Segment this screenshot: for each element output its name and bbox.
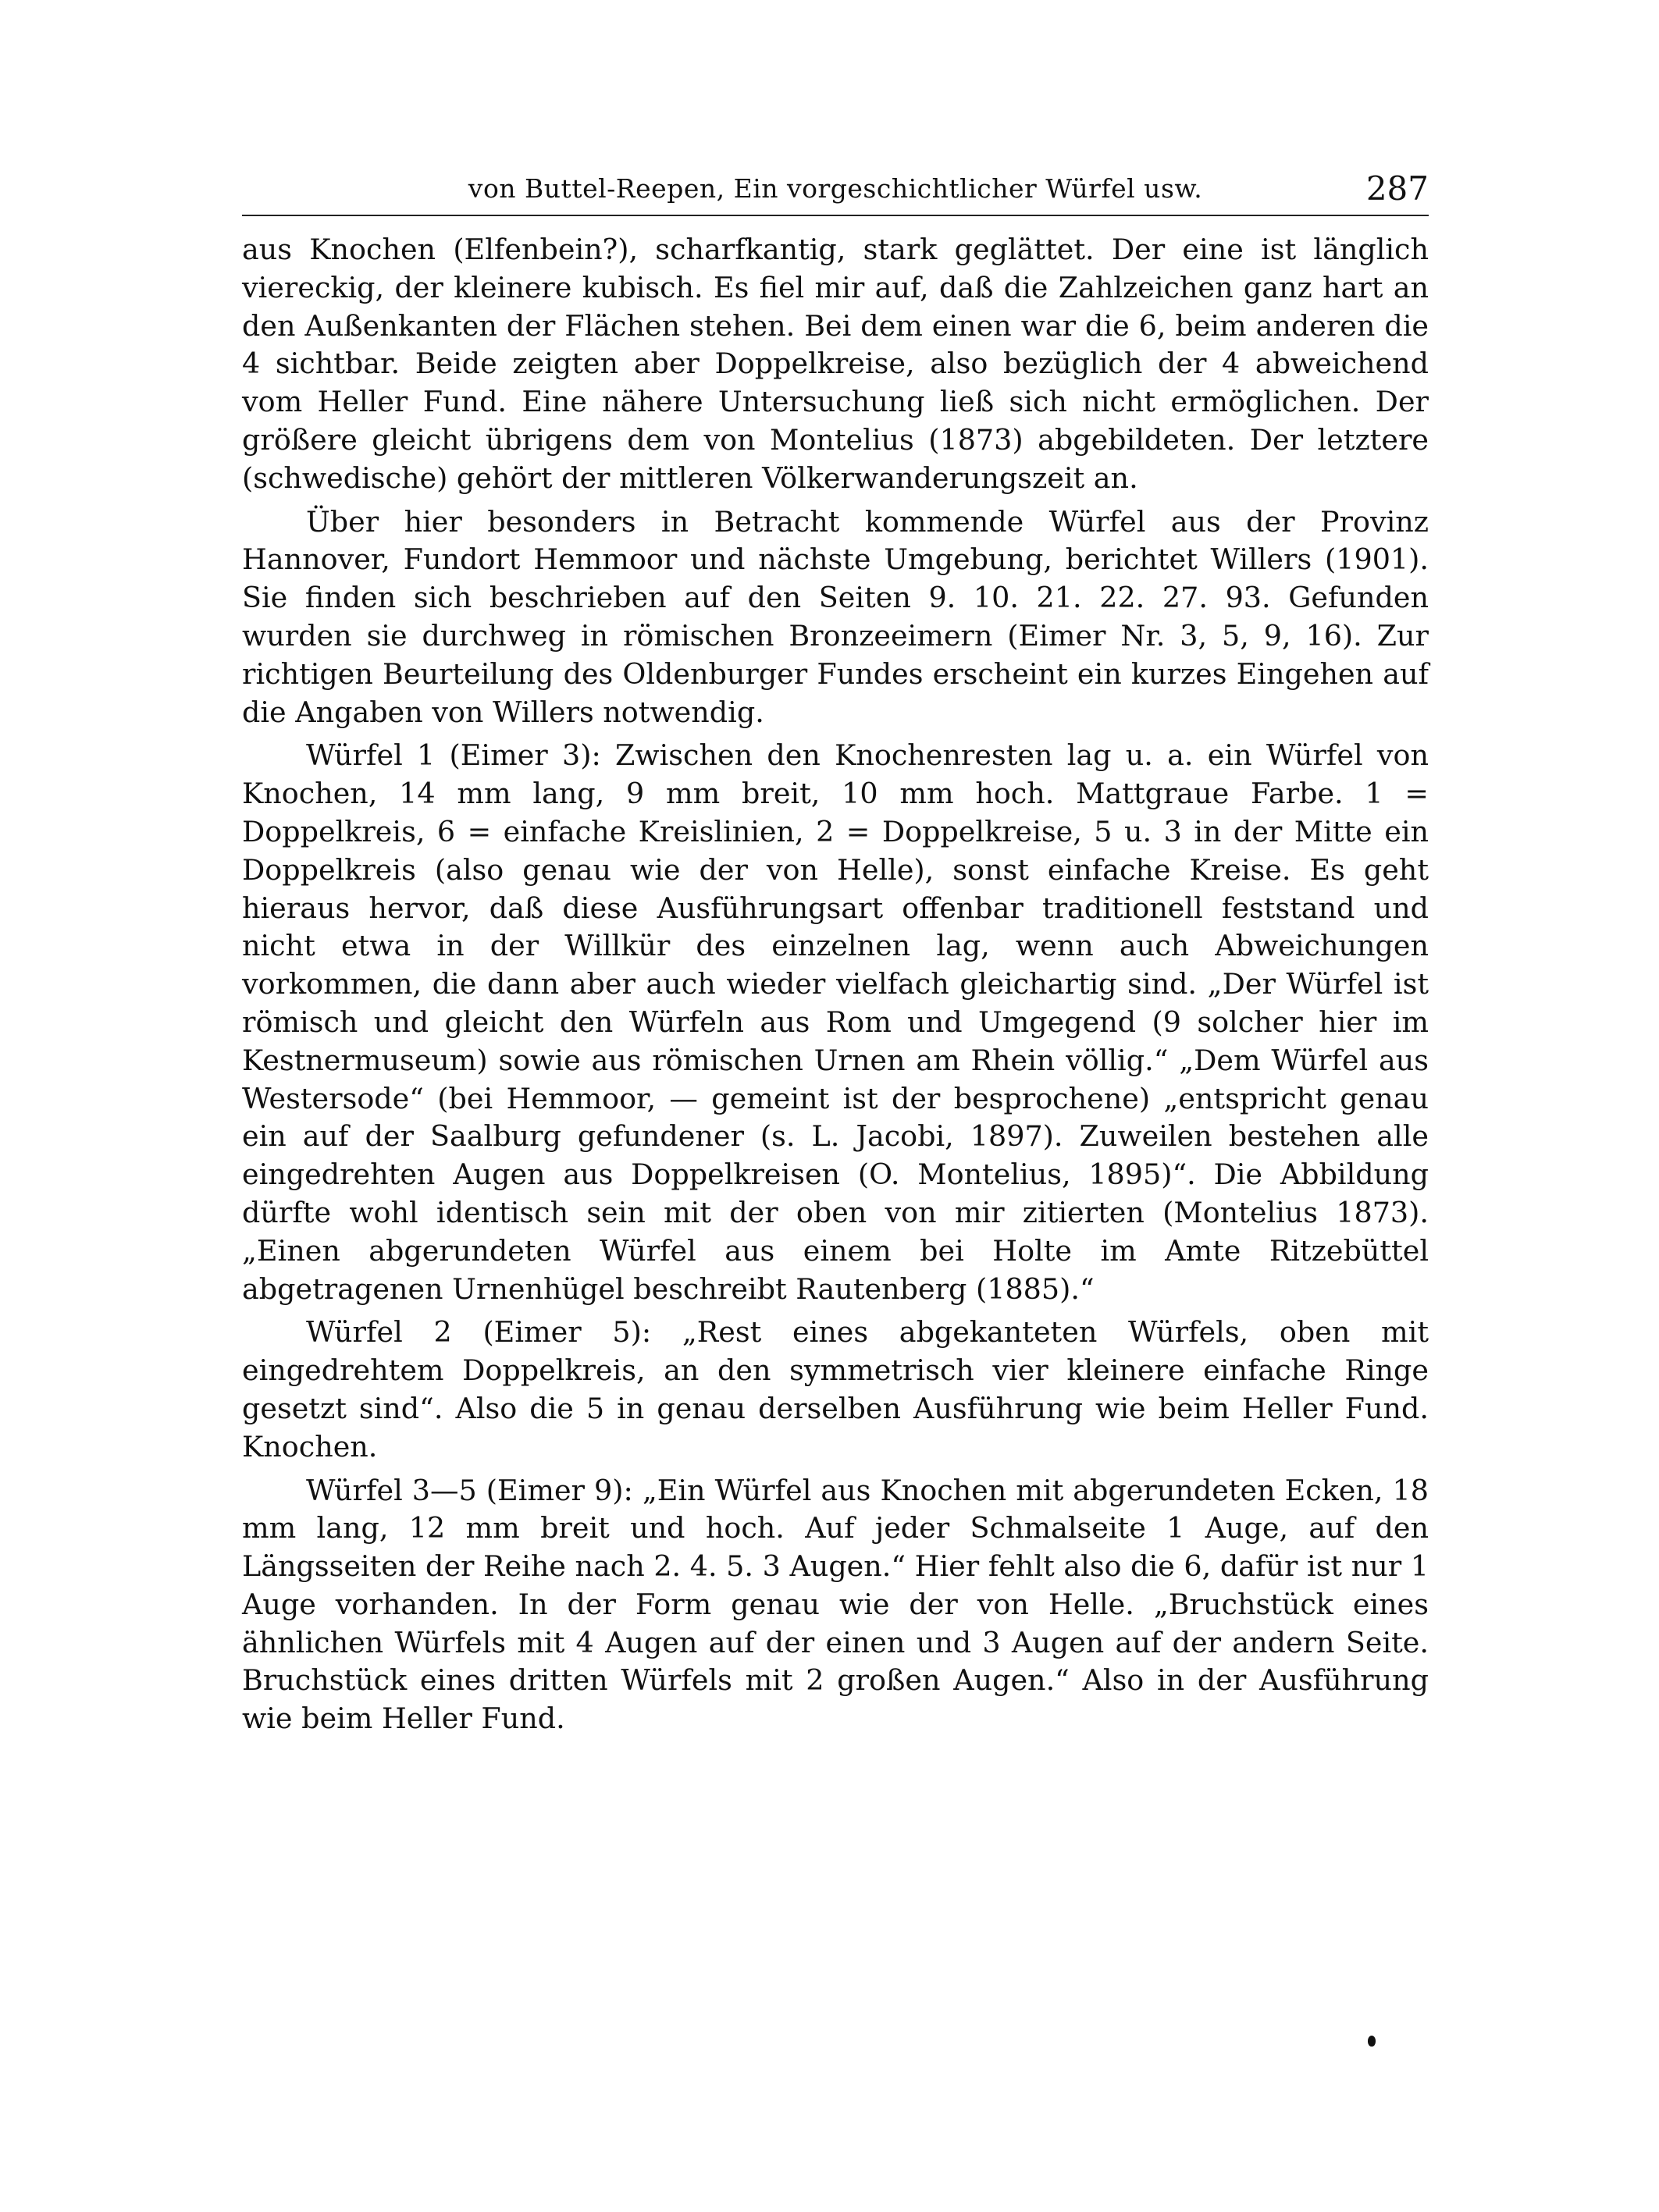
paragraph-5: Würfel 3—5 (Eimer 9): „Ein Würfel aus Knochen mit abgerundeten Ecken, 18 mm lang, 12 mm breit und hoch. Auf jeder Schmalseite 1 Auge, auf den Längsseiten der Reihe nach 2. 4. 5. 3 Augen.“ Hier fehlt also die 6, dafür ist nur 1 Auge vorhanden. In der Form genau wie der von Helle. „Bruchstück eines ähnlichen Würfels mit 4 Augen auf der einen und 3 Augen auf der andern Seite. Bruchstück eines dritten Würfels mit 2 großen Augen.“ Also in der Ausführung wie beim Heller Fund. [242,1473,1429,1736]
ink-speck [1368,2036,1376,2047]
running-title: von Buttel-Reepen, Ein vorgeschichtlicher Würfel usw. [468,173,1203,204]
paragraph-2: Über hier besonders in Betracht kommende Würfel aus der Provinz Hannover, Fundort Hemmoor und nächste Umgebung, berichtet Willers (1901). Sie finden sich beschrieben auf den Seiten 9. 10. 21. 22. 27. 93. Gefunden wurden sie durchweg in römischen Bronzeeimern (Eimer Nr. 3, 5, 9, 16). Zur richtigen Beurteilung des Oldenburger Fundes erscheint ein kurzes Eingehen auf die Angaben von Willers notwendig. [242,504,1429,729]
page-number: 287 [1365,169,1429,208]
header-rule [242,215,1429,216]
paragraph-4: Würfel 2 (Eimer 5): „Rest eines abgekanteten Würfels, oben mit eingedrehtem Doppelkreis, an den symmetrisch vier kleinere einfache Ringe gesetzt sind“. Also die 5 in genau derselben Ausführung wie beim Heller Fund. Knochen. [242,1315,1429,1463]
running-head [242,165,1429,212]
paragraph-3: Würfel 1 (Eimer 3): Zwischen den Knochenresten lag u. a. ein Würfel von Knochen, 14 mm lang, 9 mm breit, 10 mm hoch. Mattgraue Farbe. 1 = Doppelkreis, 6 = einfache Kreislinien, 2 = Doppelkreise, 5 u. 3 in der Mitte ein Doppelkreis (also genau wie der von Helle), sonst einfache Kreise. Es geht hieraus hervor, daß diese Ausführungsart offenbar traditionell feststand und nicht etwa in der Willkür des einzelnen lag, wenn auch Abweichungen vorkommen, die dann aber auch wieder vielfach gleichartig sind. „Der Würfel ist römisch und gleicht den Würfeln aus Rom und Umgegend (9 solcher hier im Kestnermuseum) sowie aus römischen Urnen am Rhein völlig.“ „Dem Würfel aus Westersode“ (bei Hemmoor, — gemeint ist der besprochene) „entspricht genau ein auf der Saalburg gefundener (s. L. Jacobi, 1897). Zuweilen bestehen alle eingedrehten Augen aus Doppelkreisen (O. Montelius, 1895)“. Die Abbildung dürfte wohl identisch sein mit der oben von mir zitierten (Montelius 1873). „Einen abgerundeten Würfel aus einem bei Holte im Amte Ritzebüttel abgetragenen Urnenhügel beschreibt Rautenberg (1885).“ [242,738,1429,1306]
body-text [242,231,1429,1738]
paragraph-1: aus Knochen (Elfenbein?), scharfkantig, stark geglättet. Der eine ist länglich viereckig, der kleinere kubisch. Es fiel mir auf, daß die Zahlzeichen ganz hart an den Außenkanten der Flächen stehen. Bei dem einen war die 6, beim anderen die 4 sichtbar. Beide zeigten aber Doppelkreise, also bezüglich der 4 abweichend vom Heller Fund. Eine nähere Untersuchung ließ sich nicht ermöglichen. Der größere gleicht übrigens dem von Montelius (1873) abgebildeten. Der letztere (schwedische) gehört der mittleren Völkerwanderungszeit an. [242,233,1429,495]
